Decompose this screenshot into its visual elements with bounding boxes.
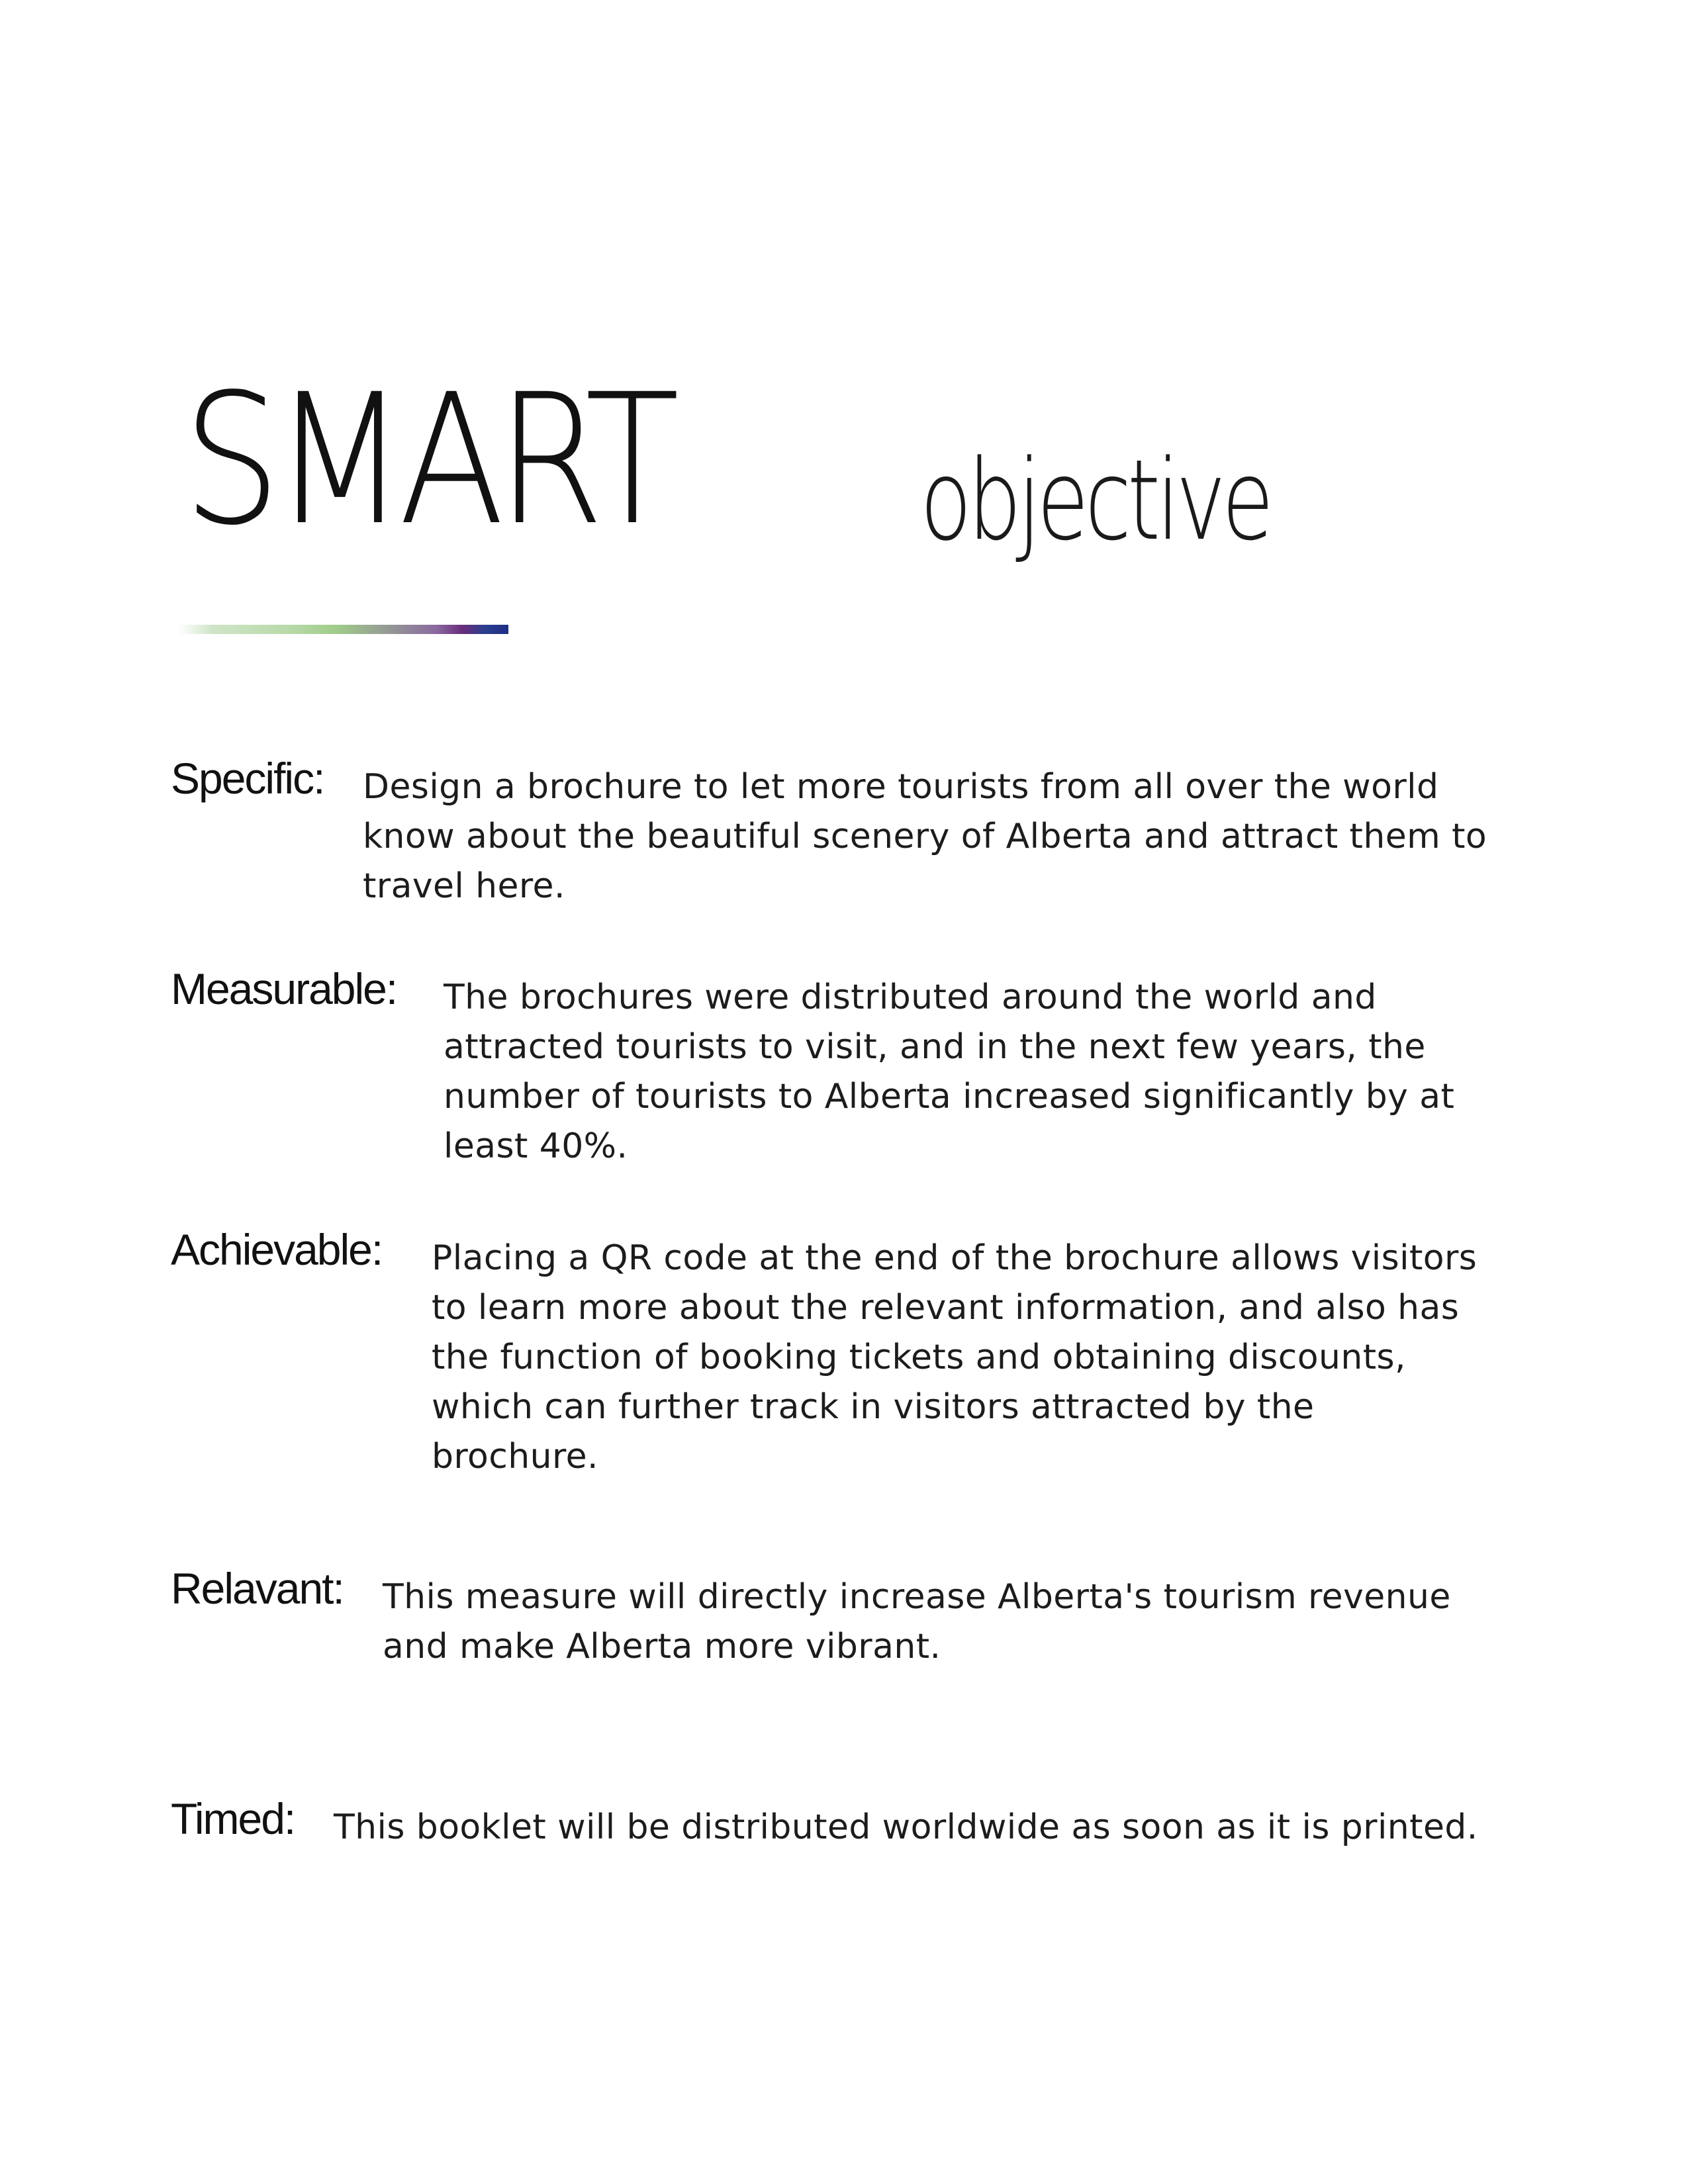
gradient-divider (179, 625, 508, 634)
text-line: attracted tourists to visit, and in the next few years, the (444, 1027, 1426, 1067)
section-label-achievable: Achievable: (171, 1225, 383, 1274)
title-subtitle: objective (920, 435, 1270, 565)
text-line: which can further track in visitors attracted by the (432, 1387, 1315, 1427)
text-line: This measure will directly increase Alberta's tourism revenue (383, 1577, 1451, 1617)
title-main: SMART (183, 356, 672, 565)
section-text-achievable (432, 1234, 1477, 1482)
text-line: and make Alberta more vibrant. (383, 1627, 941, 1666)
text-line: This booklet will be distributed worldwide as soon as it is printed. (334, 1807, 1478, 1847)
section-text-relevant (383, 1572, 1451, 1672)
section-label-timed: Timed: (171, 1794, 295, 1843)
text-line: to learn more about the relevant information, and also has (432, 1288, 1460, 1328)
text-line: least 40%. (444, 1126, 628, 1166)
section-text-measurable (444, 973, 1454, 1171)
text-line: know about the beautiful scenery of Alberta and attract them to (363, 817, 1487, 856)
section-label-specific: Specific: (171, 754, 324, 803)
text-line: Placing a QR code at the end of the brochure allows visitors (432, 1238, 1477, 1278)
text-line: the function of booking tickets and obtaining discounts, (432, 1338, 1406, 1377)
section-text-specific (363, 762, 1487, 911)
text-line: travel here. (363, 866, 565, 906)
text-line: Design a brochure to let more tourists from all over the world (363, 767, 1439, 807)
text-line: brochure. (432, 1437, 598, 1477)
section-text-timed (334, 1803, 1478, 1852)
section-label-relevant: Relavant: (171, 1564, 344, 1613)
section-label-measurable: Measurable: (171, 964, 397, 1013)
text-line: The brochures were distributed around the world and (444, 978, 1377, 1017)
page-title (183, 356, 1440, 569)
text-line: number of tourists to Alberta increased significantly by at (444, 1077, 1455, 1116)
